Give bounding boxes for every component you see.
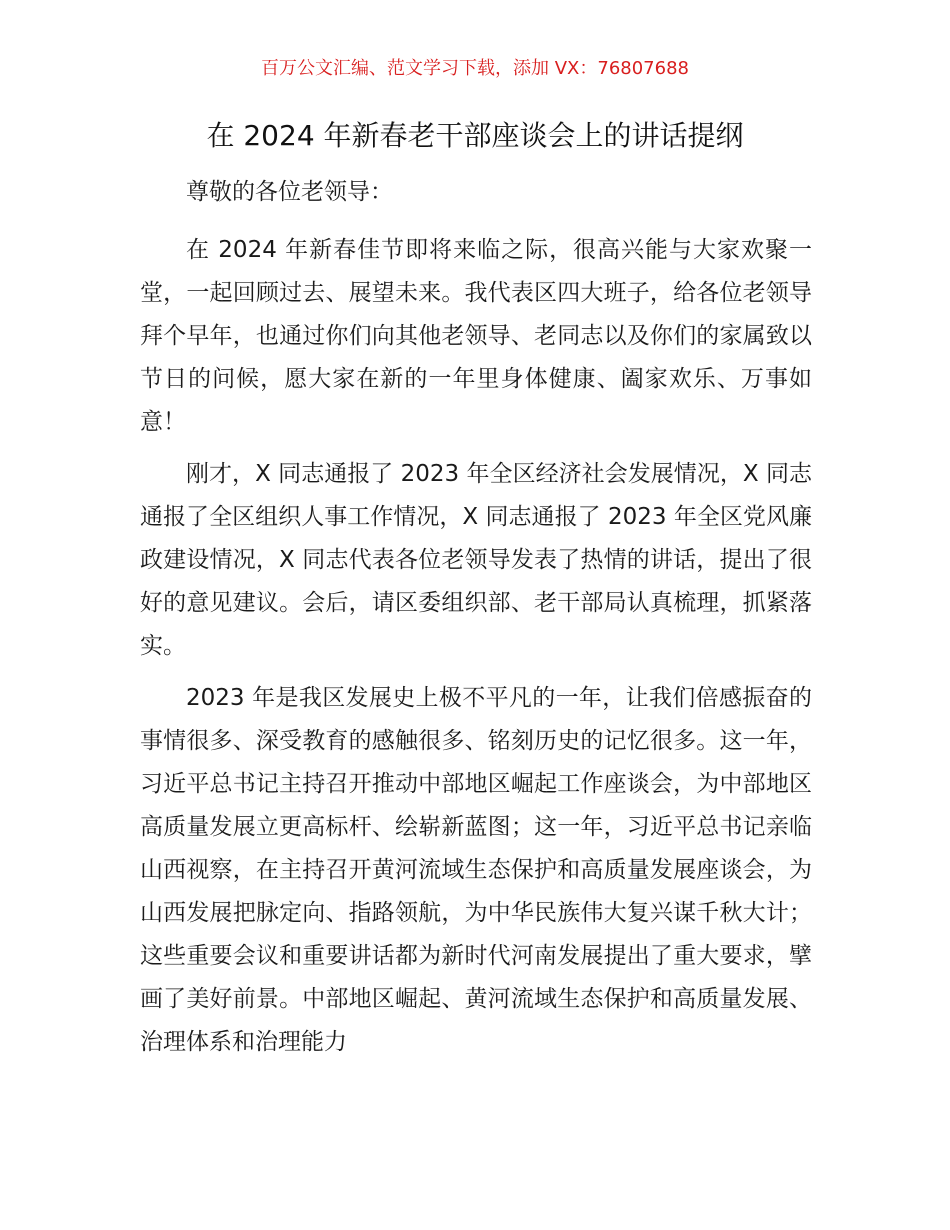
paragraph-2: 刚才，X 同志通报了 2023 年全区经济社会发展情况，X 同志通报了全区组织人事工作情况，X 同志通报了 2023 年全区党风廉政建设情况，X 同志代表各位老领导发表了热情的讲话，提出了很好的意见建议。会后，请区委组织部、老干部局认真梳理，抓紧落实。	[140, 461, 812, 659]
salutation: 尊敬的各位老领导：	[186, 179, 393, 205]
paragraph-3: 2023 年是我区发展史上极不平凡的一年，让我们倍感振奋的事情很多、深受教育的感触很多、铭刻历史的记忆很多。这一年，习近平总书记主持召开推动中部地区崛起工作座谈会，为中部地区高质量发展立更高标杆、绘崭新蓝图；这一年，习近平总书记亲临山西视察，在主持召开黄河流域生态保护和高质量发展座谈会，为山西发展把脉定向、指路领航，为中华民族伟大复兴谋千秋大计；这些重要会议和重要讲话都为新时代河南发展提出了重大要求，擘画了美好前景。中部地区崛起、黄河流域生态保护和高质量发展、治理体系和治理能力	[140, 685, 812, 1055]
header-banner: 百万公文汇编、范文学习下载，添加 VX：76807688	[261, 58, 689, 79]
document-title: 在 2024 年新春老干部座谈会上的讲话提纲	[206, 119, 744, 152]
paragraph-1: 在 2024 年新春佳节即将来临之际，很高兴能与大家欢聚一堂，一起回顾过去、展望未来。我代表区四大班子，给各位老领导拜个早年，也通过你们向其他老领导、老同志以及你们的家属致以节日的问候，愿大家在新的一年里身体健康、阖家欢乐、万事如意！	[140, 237, 812, 435]
document-body	[140, 171, 812, 1073]
